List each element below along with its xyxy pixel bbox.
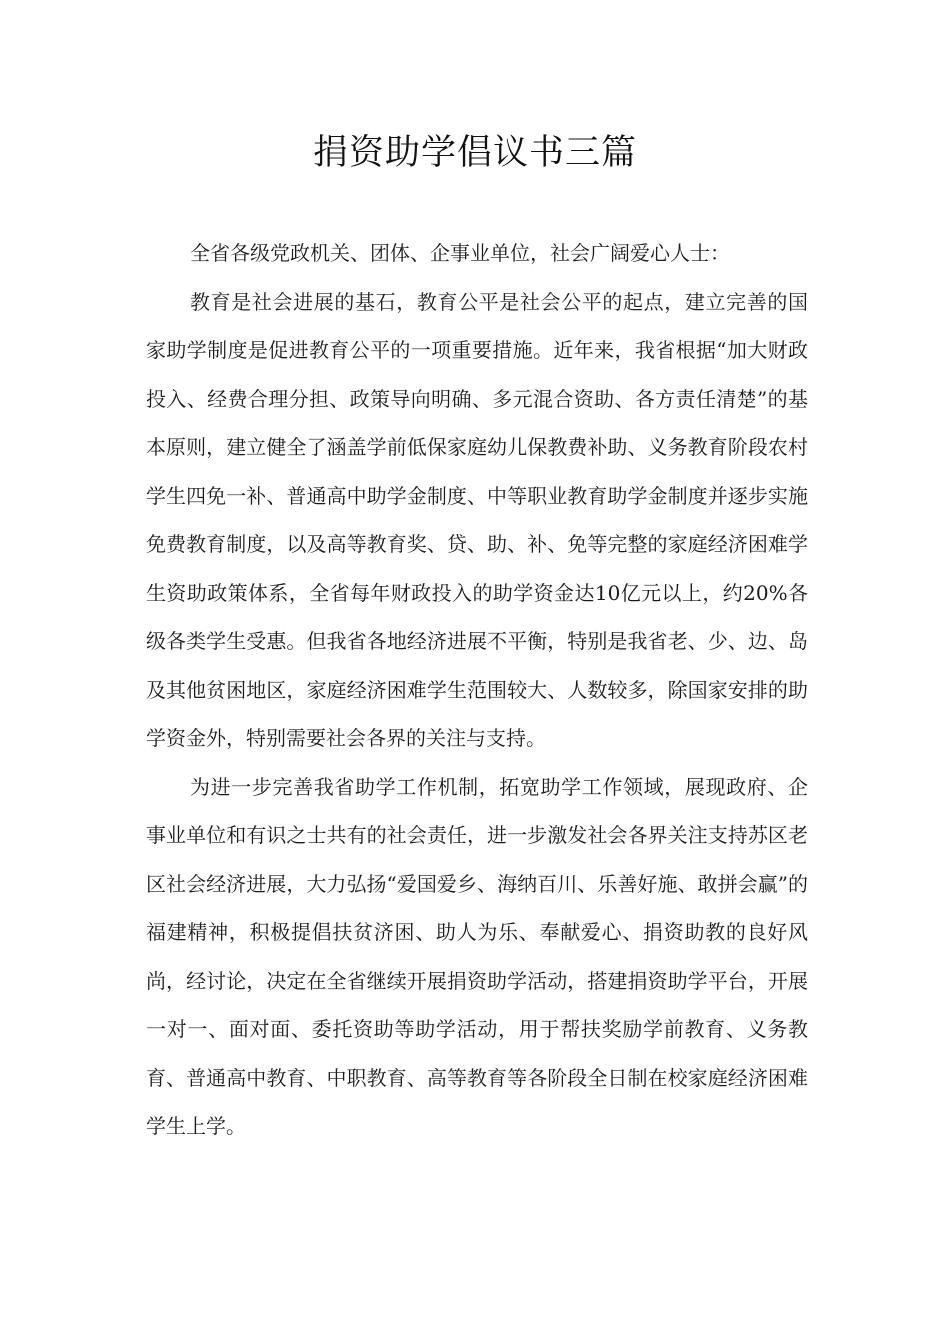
document-body (146, 229, 808, 1151)
body-paragraph-2: 为进一步完善我省助学工作机制，拓宽助学工作领域，展现政府、企事业单位和有识之士共有的社会责任，进一步激发社会各界关注支持苏区老区社会经济进展，大力弘扬“爱国爱乡、海纳百川、乐善好施、敢拼会赢”的福建精神，积极提倡扶贫济困、助人为乐、奉献爱心、捐资助教的良好风尚，经讨论，决定在全省继续开展捐资助学活动，搭建捐资助学平台，开展一对一、面对面、委托资助等助学活动，用于帮扶奖励学前教育、义务教育、普通高中教育、中职教育、高等教育等各阶段全日制在校家庭经济困难学生上学。 (146, 774, 808, 1138)
salutation-paragraph: 全省各级党政机关、团体、企事业单位，社会广阔爱心人士： (190, 241, 730, 265)
document-title: 捐资助学倡议书三篇 (312, 133, 637, 173)
body-paragraph-1: 教育是社会进展的基石，教育公平是社会公平的起点，建立完善的国家助学制度是促进教育公平的一项重要措施。近年来，我省根据“加大财政投入、经费合理分担、政策导向明确、多元混合资助、各方责任清楚”的基本原则，建立健全了涵盖学前低保家庭幼儿保教费补助、义务教育阶段农村学生四免一补、普通高中助学金制度、中等职业教育助学金制度并逐步实施免费教育制度，以及高等教育奖、贷、助、补、免等完整的家庭经济困难学生资助政策体系，全省每年财政投入的助学资金达10亿元以上，约20%各级各类学生受惠。但我省各地经济进展不平衡，特别是我省老、少、边、岛及其他贫困地区，家庭经济困难学生范围较大、人数较多，除国家安排的助学资金外，特别需要社会各界的关注与支持。 (146, 289, 808, 750)
